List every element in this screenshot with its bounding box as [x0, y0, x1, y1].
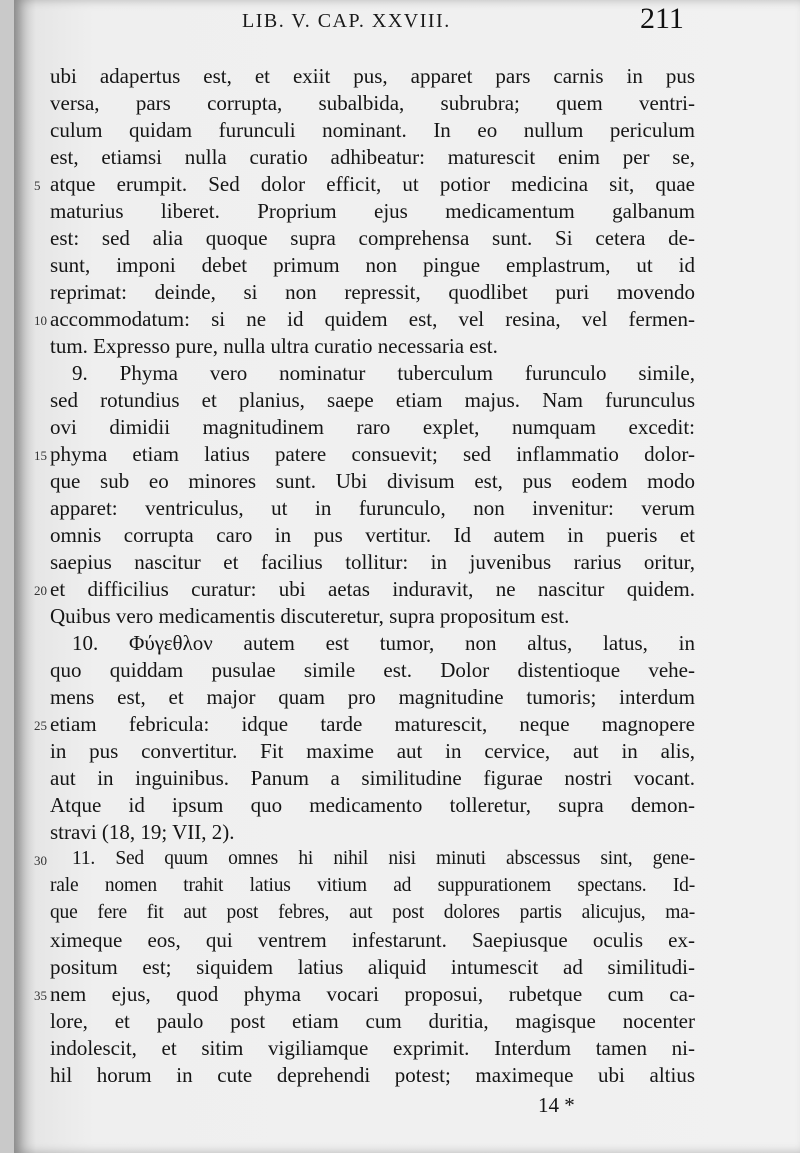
text-line: omnis corrupta caro in pus vertitur. Id autem in pueris et — [50, 523, 695, 547]
text-line: rale nomen trahit latius vitium ad suppurationem spectans. Id- — [50, 875, 695, 896]
text-line: apparet: ventriculus, ut in furunculo, non invenitur: verum — [50, 496, 695, 520]
text-line: est, etiamsi nulla curatio adhibeatur: maturescit enim per se, — [50, 145, 695, 169]
text-line: tum. Expresso pure, nulla ultra curatio necessaria est. — [50, 334, 498, 358]
text-line: mens est, et major quam pro magnitudine tumoris; interdum — [50, 685, 695, 709]
text-line: indolescit, et sitim vigiliamque exprimit. Interdum tamen ni- — [50, 1036, 695, 1060]
text-line: positum est; siquidem latius aliquid intumescit ad similitudi- — [50, 955, 695, 979]
text-line: ximeque eos, qui ventrem infestarunt. Saepiusque oculis ex- — [50, 928, 695, 952]
text-line: nem ejus, quod phyma vocari proposui, rubetque cum ca- — [50, 982, 695, 1006]
text-line: phyma etiam latius patere consuevit; sed inflammatio dolor- — [50, 442, 695, 466]
text-line: sunt, imponi debet primum non pingue emplastrum, ut id — [50, 253, 695, 277]
text-line: versa, pars corrupta, subalbida, subrubra; quem ventri- — [50, 91, 695, 115]
text-line: etiam febricula: idque tarde maturescit, neque magnopere — [50, 712, 695, 736]
text-line: aut in inguinibus. Panum a similitudine figurae nostri vocant. — [50, 766, 695, 790]
text-line: que fere fit aut post febres, aut post dolores partis alicujus, ma- — [50, 902, 695, 923]
line-number: 10 — [34, 313, 47, 328]
page-number: 211 — [640, 2, 684, 35]
text-line: sed rotundius et planius, saepe etiam majus. Nam furunculus — [50, 388, 695, 412]
text-line: Quibus vero medicamentis discuteretur, supra propositum est. — [50, 604, 570, 628]
paragraph-start-line: 10. Φύγεθλον autem est tumor, non altus, latus, in — [72, 631, 695, 655]
text-line: et difficilius curatur: ubi aetas induravit, ne nascitur quidem. — [50, 577, 695, 601]
text-line: est: sed alia quoque supra comprehensa sunt. Si cetera de- — [50, 226, 695, 250]
line-number: 30 — [34, 853, 47, 868]
text-line: culum quidam furunculi nominant. In eo nullum periculum — [50, 118, 695, 142]
running-title: LIB. V. CAP. XXVIII. — [242, 10, 451, 32]
line-number: 35 — [34, 988, 47, 1003]
text-line: lore, et paulo post etiam cum duritia, magisque nocenter — [50, 1009, 695, 1033]
text-line: atque erumpit. Sed dolor efficit, ut potior medicina sit, quae — [50, 172, 695, 196]
text-line: quo quiddam pusulae simile est. Dolor distentioque vehe- — [50, 658, 695, 682]
paragraph-start-line: 11. Sed quum omnes hi nihil nisi minuti abscessus sint, gene- — [72, 848, 695, 869]
text-line: hil horum in cute deprehendi potest; maximeque ubi altius — [50, 1063, 695, 1087]
text-line: que sub eo minores sunt. Ubi divisum est, pus eodem modo — [50, 469, 695, 493]
line-number: 5 — [34, 178, 41, 193]
text-line: accommodatum: si ne id quidem est, vel resina, vel fermen- — [50, 307, 695, 331]
text-line: saepius nascitur et facilius tollitur: in juvenibus rarius oritur, — [50, 550, 695, 574]
text-line: maturius liberet. Proprium ejus medicamentum galbanum — [50, 199, 695, 223]
text-line: Atque id ipsum quo medicamento tolleretur, supra demon- — [50, 793, 695, 817]
text-line: reprimat: deinde, si non repressit, quodlibet puri movendo — [50, 280, 695, 304]
signature-mark: 14 * — [538, 1093, 575, 1117]
paragraph-start-line: 9. Phyma vero nominatur tuberculum furunculo simile, — [72, 361, 695, 385]
line-number: 25 — [34, 718, 47, 733]
text-line: ubi adapertus est, et exiit pus, apparet pars carnis in pus — [50, 64, 695, 88]
text-line: in pus convertitur. Fit maxime aut in cervice, aut in alis, — [50, 739, 695, 763]
line-number: 15 — [34, 448, 47, 463]
text-line: ovi dimidii magnitudinem raro explet, numquam excedit: — [50, 415, 695, 439]
line-number: 20 — [34, 583, 47, 598]
text-line: stravi (18, 19; VII, 2). — [50, 820, 235, 844]
